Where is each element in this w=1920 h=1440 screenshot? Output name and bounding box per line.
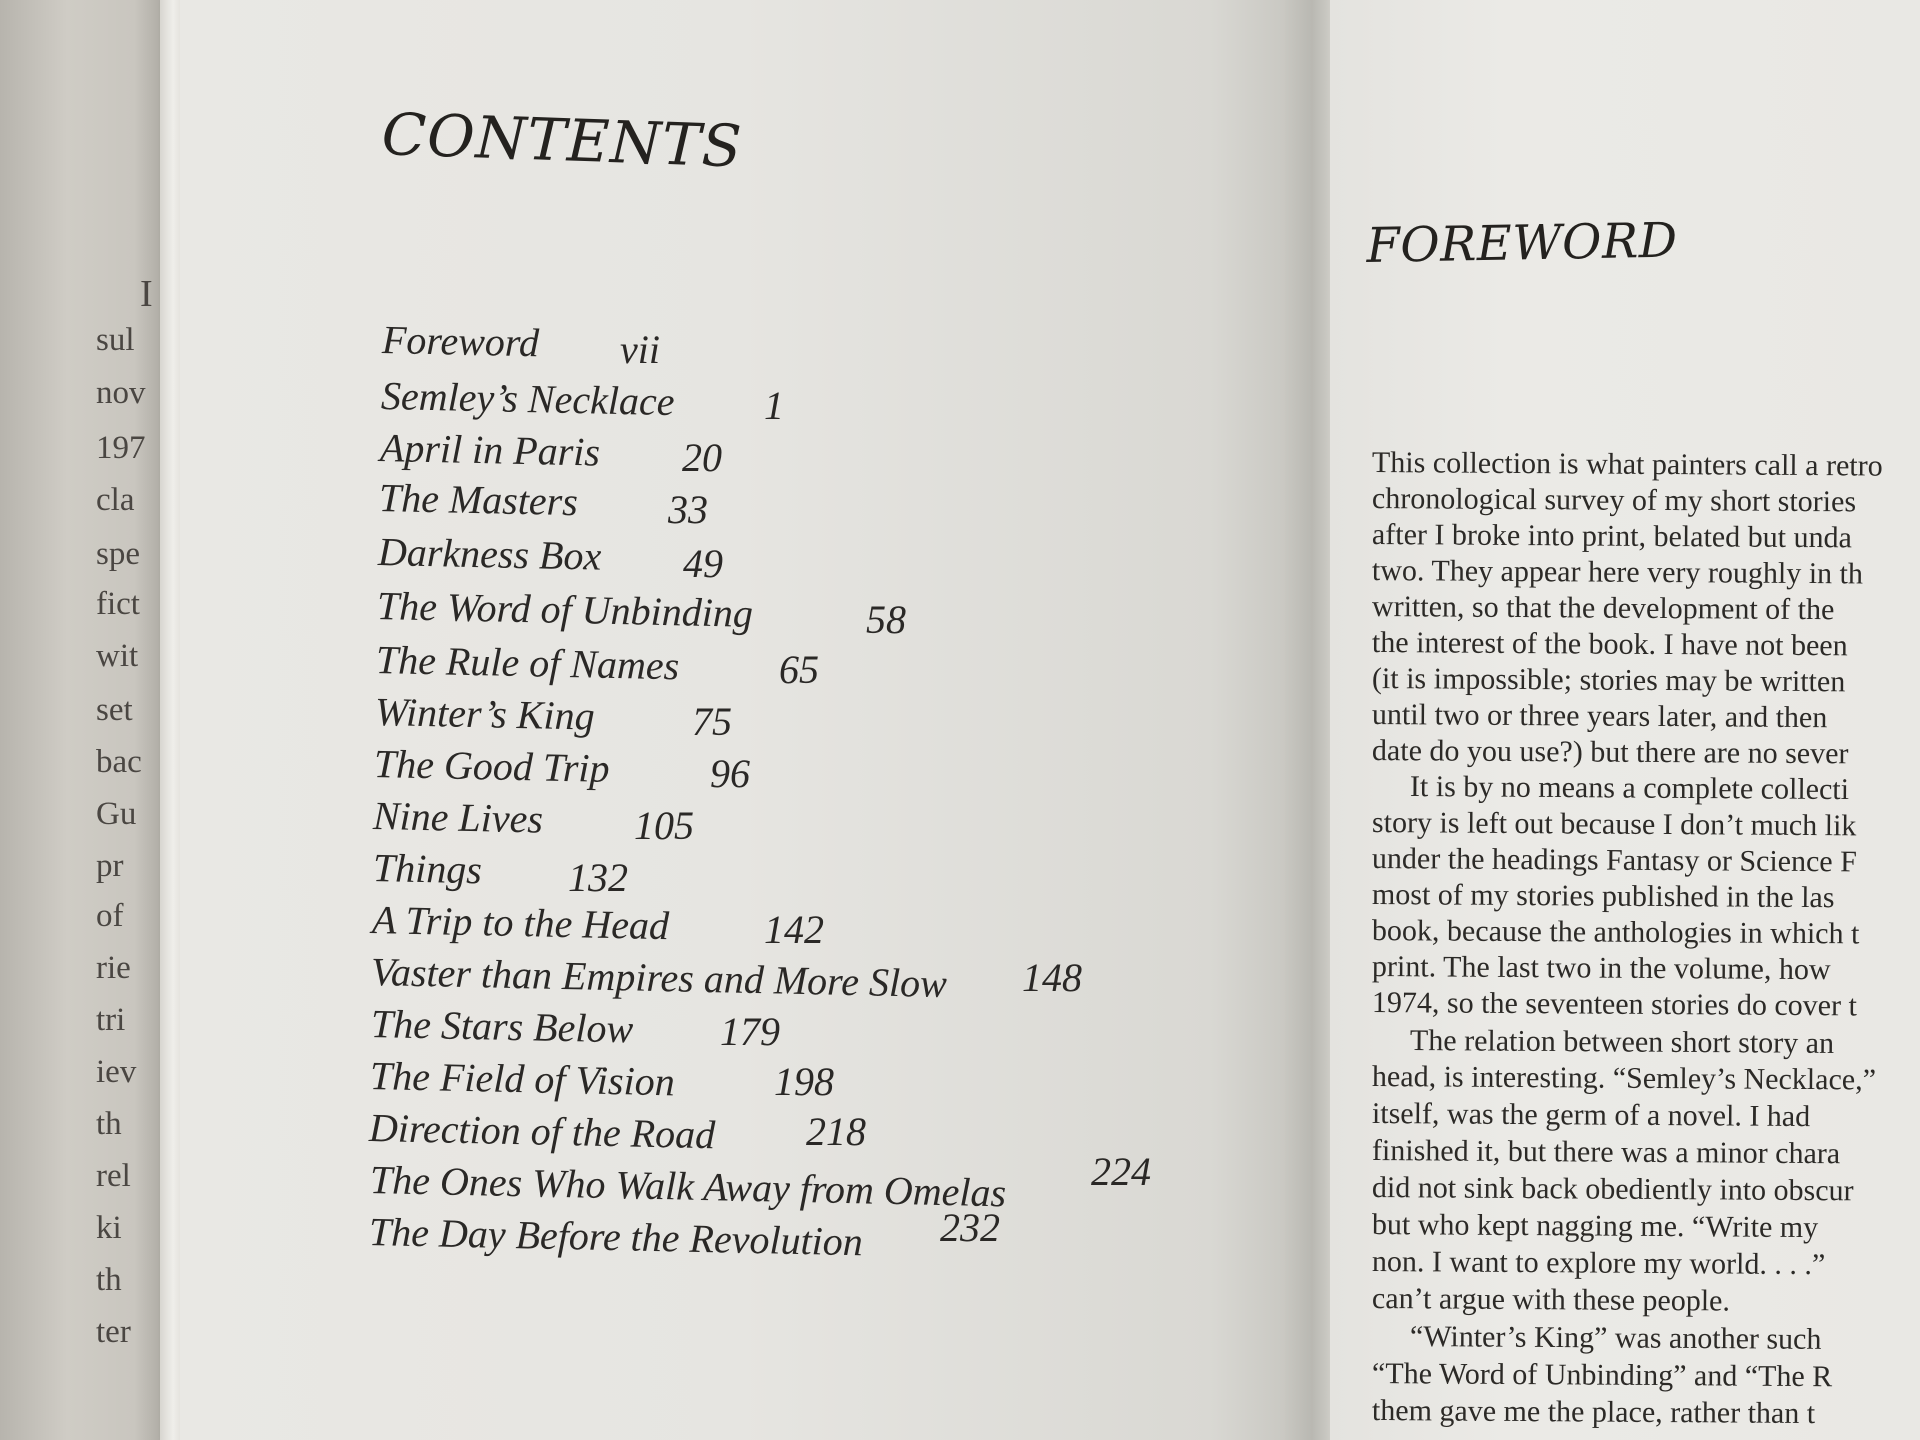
previous-page-text-fragment: set [96, 692, 133, 728]
toc-entry-title: Semley’s Necklace [380, 373, 675, 425]
foreword-line: 1974, so the seventeen stories do cover t [1371, 986, 1857, 1023]
foreword-line: did not sink back obediently into obscur [1371, 1171, 1854, 1208]
toc-entry-title: The Day Before the Revolution [368, 1209, 864, 1265]
foreword-line: This collection is what painters call a retro [1371, 446, 1883, 483]
previous-page-text-fragment: Gu [96, 796, 137, 832]
toc-entry-title: Darkness Box [377, 529, 602, 579]
toc-entry-page: 75 [692, 699, 732, 744]
previous-page-text-fragment: wit [96, 638, 139, 674]
previous-page-text-fragment: I [140, 273, 153, 315]
toc-entry-page: 142 [764, 907, 824, 952]
foreword-line: date do you use?) but there are no sever [1371, 734, 1849, 771]
foreword-line: head, is interesting. “Semley’s Necklace,” [1371, 1060, 1877, 1097]
previous-page-text-fragment: th [96, 1106, 122, 1142]
foreword-line: “Winter’s King” was another such [1409, 1320, 1822, 1356]
foreword-line: the interest of the book. I have not been [1371, 626, 1848, 663]
foreword-line: non. I want to explore my world. . . .” [1371, 1245, 1826, 1282]
foreword-line: “The Word of Unbinding” and “The R [1371, 1357, 1833, 1394]
toc-entry-page: 20 [682, 435, 722, 480]
toc-entry-title: Nine Lives [372, 793, 544, 842]
previous-page-text-fragment: ki [96, 1210, 122, 1246]
toc-entry-title: The Rule of Names [375, 637, 680, 689]
previous-page [0, 0, 168, 1440]
previous-page-text-fragment: sul [96, 322, 135, 358]
toc-entry-page: 58 [866, 597, 906, 642]
toc-entry-title: Direction of the Road [368, 1105, 716, 1158]
foreword-line: print. The last two in the volume, how [1371, 950, 1831, 987]
toc-entry-title: April in Paris [379, 425, 601, 475]
previous-page-text-fragment: nov [96, 375, 146, 411]
foreword-line: under the headings Fantasy or Science F [1371, 842, 1857, 879]
foreword-line: (it is impossible; stories may be written [1371, 662, 1846, 699]
toc-entry-page: 148 [1022, 955, 1082, 1000]
toc-entry-title: Foreword [381, 317, 540, 366]
toc-entry-title: The Word of Unbinding [376, 583, 754, 636]
toc-entry-title: The Ones Who Walk Away from Omelas [369, 1157, 1007, 1216]
toc-entry-page: 105 [634, 803, 694, 848]
foreword-line: until two or three years later, and then [1371, 698, 1828, 735]
toc-entry-title: Vaster than Empires and More Slow [370, 949, 948, 1007]
toc-entry-page: 198 [774, 1059, 834, 1104]
previous-page-text-fragment: rie [96, 950, 131, 986]
previous-page-text-fragment: ter [96, 1314, 131, 1350]
page-edge [160, 0, 182, 1440]
foreword-line: but who kept nagging me. “Write my [1371, 1208, 1819, 1245]
toc-entry-title: A Trip to the Head [371, 897, 670, 949]
previous-page-text-fragment: cla [96, 482, 135, 518]
previous-page-text-fragment: of [96, 898, 124, 934]
previous-page-text-fragment: fict [96, 586, 140, 622]
foreword-line: story is left out because I don’t much lik [1371, 806, 1857, 843]
toc-entry-title: The Stars Below [370, 1001, 634, 1052]
foreword-line: finished it, but there was a minor chara [1371, 1134, 1841, 1171]
contents-heading: CONTENTS [380, 100, 744, 181]
table-of-contents [180, 0, 1300, 1440]
toc-entry-title: The Good Trip [373, 741, 611, 791]
previous-page-text-fragment: rel [96, 1158, 131, 1194]
previous-page-text-fragment: th [96, 1262, 122, 1298]
foreword-page [1330, 0, 1920, 1440]
contents-page [180, 0, 1300, 1440]
toc-entry-page: 65 [779, 647, 819, 692]
toc-entry-title: The Field of Vision [369, 1053, 676, 1105]
previous-page-text-fragment: iev [96, 1054, 137, 1090]
previous-page-text-fragment: bac [96, 744, 142, 780]
toc-entry-page: 33 [668, 487, 708, 532]
foreword-line: book, because the anthologies in which t [1371, 914, 1860, 951]
previous-page-text-fragment: 197 [96, 430, 146, 466]
toc-entry-title: The Masters [378, 475, 579, 525]
toc-entry-page: vii [620, 327, 660, 372]
toc-entry-page: 218 [806, 1109, 866, 1154]
toc-entry-title: Things [372, 845, 483, 893]
foreword-line: itself, was the germ of a novel. I had [1371, 1097, 1811, 1134]
foreword-heading: FOREWORD [1366, 212, 1679, 274]
foreword-line: most of my stories published in the las [1371, 878, 1835, 915]
foreword-line: written, so that the development of the [1371, 590, 1835, 627]
foreword-line: them gave me the place, rather than t [1371, 1394, 1816, 1431]
toc-entry-page: 1 [764, 383, 784, 428]
foreword-line: chronological survey of my short stories [1371, 482, 1857, 519]
toc-entry-page: 96 [710, 751, 750, 796]
toc-entry-page: 49 [683, 541, 723, 586]
toc-entry-page: 232 [940, 1205, 1000, 1250]
toc-entry-page: 132 [568, 855, 628, 900]
toc-entry-page: 224 [1091, 1149, 1151, 1194]
previous-page-text-fragment: pr [96, 848, 124, 884]
foreword-line: after I broke into print, belated but unda [1371, 518, 1852, 555]
foreword-line: can’t argue with these people. [1371, 1282, 1731, 1318]
previous-page-text-fragment: tri [96, 1002, 126, 1038]
foreword-line: It is by no means a complete collecti [1409, 770, 1850, 807]
toc-entry-page: 179 [720, 1009, 780, 1054]
foreword-line: The relation between short story an [1409, 1024, 1835, 1060]
toc-entry-title: Winter’s King [374, 689, 596, 739]
foreword-line: two. They appear here very roughly in th [1371, 554, 1864, 591]
previous-page-text-fragment: spe [96, 536, 140, 572]
